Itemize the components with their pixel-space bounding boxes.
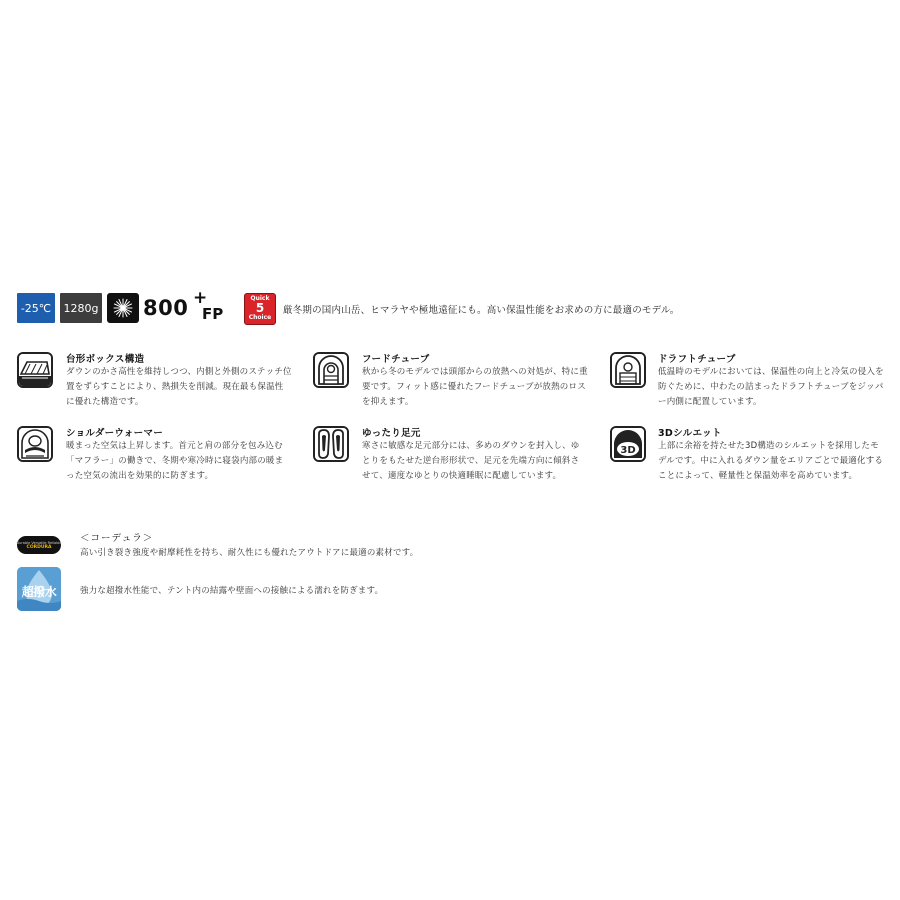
draft-tube-icon bbox=[610, 352, 646, 388]
3d-silhouette-icon bbox=[610, 426, 646, 462]
feature-title: 台形ボックス構造 bbox=[66, 354, 145, 365]
feature-desc: ダウンのかさ高性を維持しつつ、内側と外側のステッチ位置をずらすことにより、熱損失を削減。現在最も保温性に優れた構造です。 bbox=[66, 367, 292, 407]
cordura-icon bbox=[17, 536, 61, 554]
water-icon-label: 超撥水 bbox=[21, 585, 57, 599]
feature-desc: 秋から冬のモデルでは頭部からの放熱への対処が、特に重要です。フィット感に優れたフードチューブが放熱のロスを抑えます。 bbox=[362, 367, 588, 407]
weight-badge: 1280g bbox=[60, 293, 102, 323]
feature-title: 3Dシルエット bbox=[658, 428, 722, 439]
cordura-tagline: Durable Versatile Reliable bbox=[16, 540, 62, 545]
hood-tube-icon bbox=[313, 352, 349, 388]
water-drop-icon bbox=[17, 567, 61, 611]
down-feather-icon bbox=[107, 293, 139, 323]
shoulder-warmer-icon bbox=[17, 426, 53, 462]
feature-title: ショルダーウォーマー bbox=[66, 428, 164, 439]
feature-desc: 低温時のモデルにおいては、保温性の向上と冷気の侵入を防ぐために、中わたの詰まったドラフトチューブをジッパー内側に配置しています。 bbox=[658, 367, 884, 407]
roomy-footbox-icon bbox=[313, 426, 349, 462]
feature-title: フードチューブ bbox=[362, 354, 430, 365]
fill-power-value: 800 bbox=[143, 296, 189, 320]
feature-desc: 暖まった空気は上昇します。首元と肩の部分を包み込む「マフラー」の働きで、冬期や寒冷時に寝袋内部の暖まった空気の流出を効果的に防ぎます。 bbox=[66, 441, 284, 481]
quick-choice-badge bbox=[244, 293, 276, 325]
feature-desc: 上部に余裕を持たせた3D構造のシルエットを採用したモデルです。中に入れるダウン量をエリアごとで最適化することによって、軽量性と保温効率を高めています。 bbox=[658, 441, 884, 481]
feature-title: ドラフトチューブ bbox=[658, 354, 736, 365]
fill-power-label bbox=[143, 288, 233, 326]
box-baffle-icon bbox=[17, 352, 53, 388]
quick-badge-number: 5 bbox=[255, 301, 265, 315]
feature-desc: 寒さに敏感な足元部分には、多めのダウンを封入し、ゆとりをもたせた逆台形形状で、足元を先端方向に傾斜させて、適度なゆとりの快適睡眠に配慮しています。 bbox=[362, 441, 580, 481]
cordura-brand: CORDURA bbox=[26, 544, 52, 550]
quick-badge-top: Quick bbox=[250, 295, 270, 302]
fill-power-unit: FP bbox=[202, 305, 224, 323]
cordura-desc: 高い引き裂き強度や耐摩耗性を持ち、耐久性にも優れたアウトドアに最適の素材です。 bbox=[80, 548, 419, 558]
3d-icon-label: 3D bbox=[620, 445, 636, 456]
feature-title: ゆったり足元 bbox=[362, 428, 421, 439]
quick-badge-bottom: Choice bbox=[248, 314, 272, 321]
cordura-title: ＜コーデュラ＞ bbox=[80, 533, 154, 544]
temperature-badge: -25℃ bbox=[17, 293, 55, 323]
model-description: 厳冬期の国内山岳、ヒマラヤや極地遠征にも。高い保温性能をお求めの方に最適のモデル。 bbox=[283, 305, 680, 316]
water-repellent-desc: 強力な超撥水性能で、テント内の結露や壁面への接触による濡れを防ぎます。 bbox=[80, 586, 384, 596]
fill-power-plus: + bbox=[193, 288, 208, 308]
